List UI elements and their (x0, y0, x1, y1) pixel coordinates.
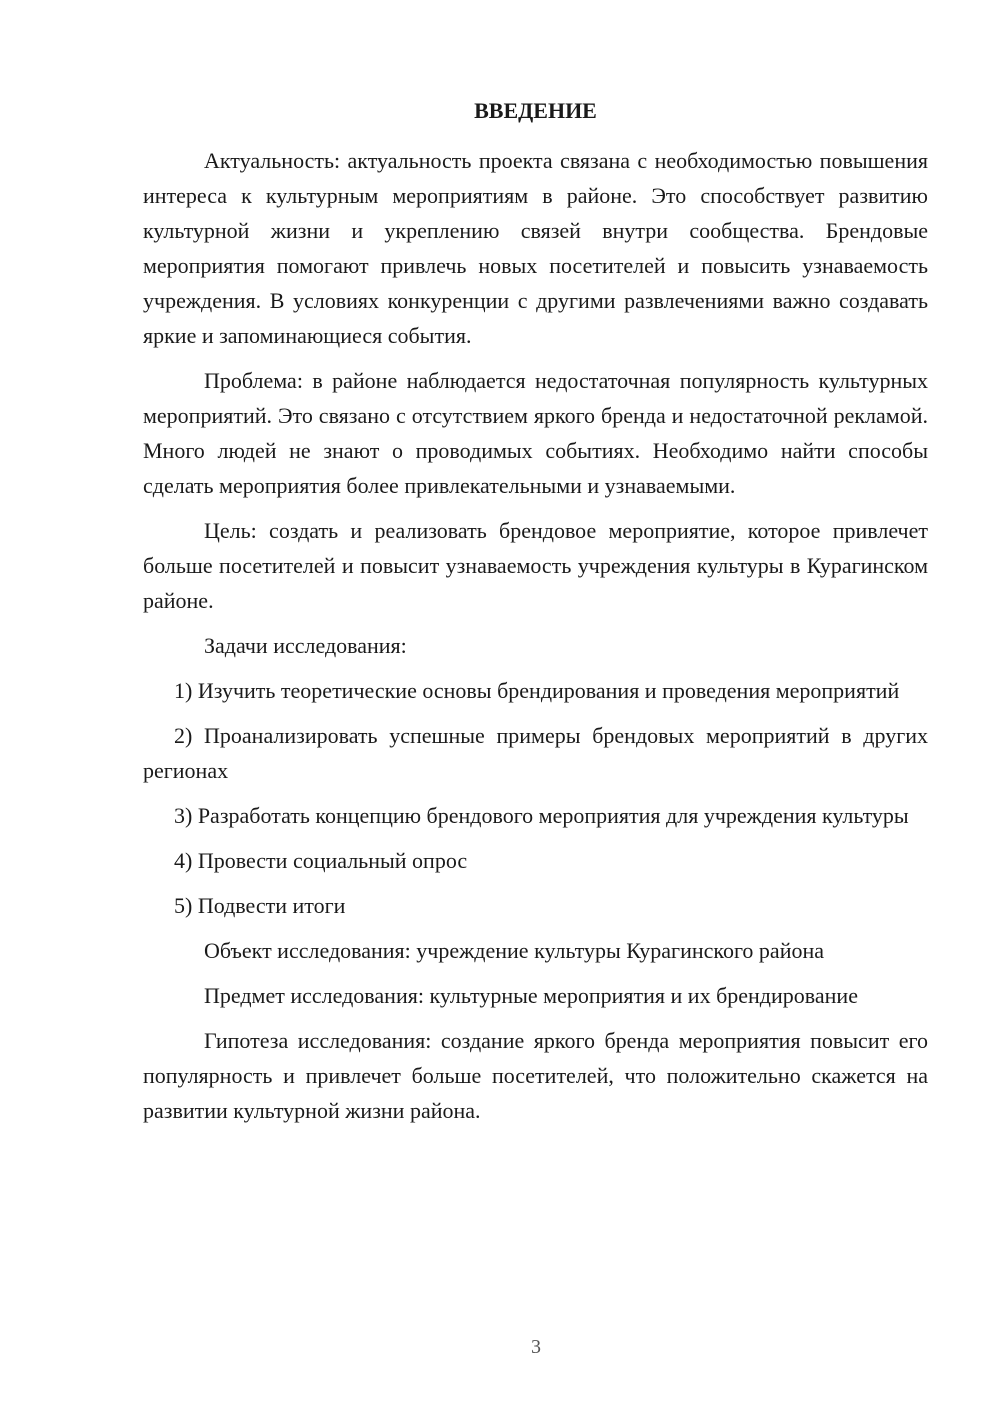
paragraph-goal: Цель: создать и реализовать брендовое мероприятие, которое привлечет больше посетителей и повысит узнаваемость учреждения культуры в Курагинском районе. (143, 518, 928, 613)
page-title: ВВЕДЕНИЕ (474, 98, 597, 123)
document-body (143, 143, 928, 1138)
task-item-5: 5) Подвести итоги (174, 893, 346, 918)
paragraph-hypothesis: Гипотеза исследования: создание яркого бренда мероприятия повысит его популярность и привлечет больше посетителей, что положительно скажется на развитии культурной жизни района. (143, 1028, 928, 1123)
page-number: 3 (531, 1336, 541, 1358)
paragraph-problem: Проблема: в районе наблюдается недостаточная популярность культурных мероприятий. Это связано с отсутствием яркого бренда и недостаточной рекламой. Много людей не знают о проводимых событиях. Необходимо найти способы сделать мероприятия более привлекательными и узнаваемыми. (143, 368, 928, 498)
paragraph-object: Объект исследования: учреждение культуры Курагинского района (204, 938, 825, 963)
tasks-heading: Задачи исследования: (204, 633, 407, 658)
paragraph-relevance: Актуальность: актуальность проекта связана с необходимостью повышения интереса к культурным мероприятиям в районе. Это способствует развитию культурной жизни и укреплению связей внутри сообщества. Брендовые мероприятия помогают привлечь новых посетителей и повысить узнаваемость учреждения. В условиях конкуренции с другими развлечениями важно создавать яркие и запоминающиеся события. (143, 148, 928, 348)
task-item-2: 2) Проанализировать успешные примеры брендовых мероприятий в других регионах (143, 723, 928, 783)
task-item-1: 1) Изучить теоретические основы брендирования и проведения мероприятий (174, 678, 900, 703)
task-item-4: 4) Провести социальный опрос (174, 848, 468, 873)
task-item-3: 3) Разработать концепцию брендового мероприятия для учреждения культуры (174, 803, 909, 828)
paragraph-subject: Предмет исследования: культурные мероприятия и их брендирование (204, 983, 858, 1008)
